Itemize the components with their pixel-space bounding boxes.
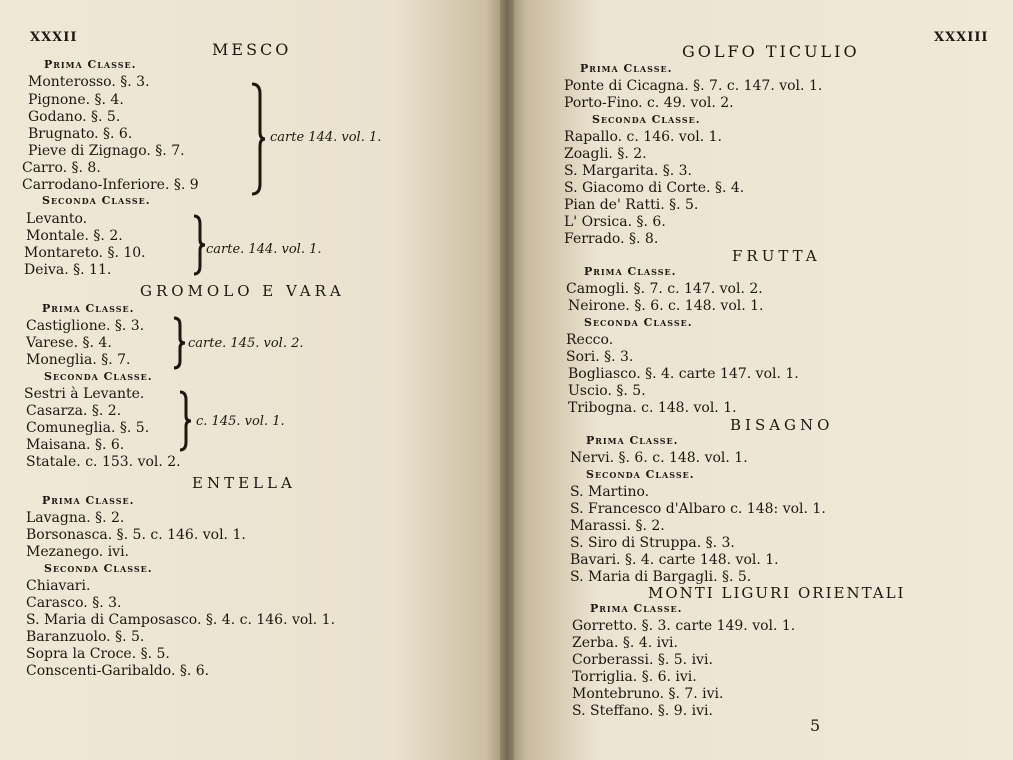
list-item: Carasco. §. 3. bbox=[26, 595, 122, 611]
list-item: S. Martino. bbox=[570, 484, 650, 500]
list-item: Mezanego. ivi. bbox=[26, 544, 130, 560]
list-item: Ponte di Cicagna. §. 7. c. 147. vol. 1. bbox=[564, 78, 823, 94]
class-heading: Prima Classe. bbox=[586, 434, 679, 447]
list-item: Torriglia. §. 6. ivi. bbox=[572, 669, 697, 685]
class-heading: Prima Classe. bbox=[584, 265, 677, 278]
list-item: Bavari. §. 4. carte 148. vol. 1. bbox=[570, 552, 779, 568]
list-item: Lavagna. §. 2. bbox=[26, 510, 125, 526]
list-item: Conscenti-Garibaldo. §. 6. bbox=[26, 663, 210, 679]
list-item: Recco. bbox=[566, 332, 614, 348]
left-page bbox=[0, 0, 506, 760]
section-title: FRUTTA bbox=[732, 247, 821, 265]
section-title: MONTI LIGURI ORIENTALI bbox=[648, 584, 906, 602]
list-item: Carro. §. 8. bbox=[22, 160, 101, 176]
list-item: S. Margarita. §. 3. bbox=[564, 163, 692, 179]
list-item: Chiavari. bbox=[26, 578, 91, 594]
list-item: Brugnato. §. 6. bbox=[28, 126, 133, 142]
list-item: Godano. §. 5. bbox=[28, 109, 121, 125]
class-heading: Prima Classe. bbox=[42, 302, 135, 315]
list-item: Marassi. §. 2. bbox=[570, 518, 665, 534]
list-item: Baranzuolo. §. 5. bbox=[26, 629, 145, 645]
list-item: Levanto. bbox=[26, 211, 88, 227]
brace bbox=[172, 316, 186, 370]
class-heading: Seconda Classe. bbox=[592, 113, 701, 126]
list-item: Corberassi. §. 5. ivi. bbox=[572, 652, 713, 668]
list-item: Montareto. §. 10. bbox=[24, 245, 146, 261]
list-item: Neirone. §. 6. c. 148. vol. 1. bbox=[568, 298, 764, 314]
list-item: S. Francesco d'Albaro c. 148: vol. 1. bbox=[570, 501, 826, 517]
brace bbox=[178, 390, 192, 452]
list-item: Ferrado. §. 8. bbox=[564, 231, 659, 247]
list-item: Pignone. §. 4. bbox=[28, 92, 124, 108]
page-reference: carte 144. vol. 1. bbox=[270, 130, 382, 145]
right-page bbox=[506, 0, 1013, 760]
list-item: Tribogna. c. 148. vol. 1. bbox=[568, 400, 737, 416]
list-item: S. Maria di Bargagli. §. 5. bbox=[570, 569, 752, 585]
class-heading: Seconda Classe. bbox=[42, 194, 151, 207]
folio-mark: 5 bbox=[810, 716, 821, 735]
section-title: GROMOLO E VARA bbox=[140, 282, 345, 300]
list-item: Rapallo. c. 146. vol. 1. bbox=[564, 129, 722, 145]
class-heading: Seconda Classe. bbox=[44, 562, 153, 575]
list-item: Gorretto. §. 3. carte 149. vol. 1. bbox=[572, 618, 796, 634]
class-heading: Prima Classe. bbox=[580, 62, 673, 75]
page-number: XXXII bbox=[30, 30, 78, 45]
list-item: Moneglia. §. 7. bbox=[26, 352, 131, 368]
page-reference: carte. 145. vol. 2. bbox=[188, 336, 304, 351]
page-reference: c. 145. vol. 1. bbox=[196, 414, 285, 429]
list-item: Castiglione. §. 3. bbox=[26, 318, 145, 334]
list-item: S. Giacomo di Corte. §. 4. bbox=[564, 180, 745, 196]
list-item: Bogliasco. §. 4. carte 147. vol. 1. bbox=[568, 366, 799, 382]
class-heading: Seconda Classe. bbox=[586, 468, 695, 481]
list-item: Montebruno. §. 7. ivi. bbox=[572, 686, 724, 702]
list-item: S. Steffano. §. 9. ivi. bbox=[572, 703, 713, 719]
list-item: L' Orsica. §. 6. bbox=[564, 214, 666, 230]
list-item: Sori. §. 3. bbox=[566, 349, 634, 365]
list-item: S. Siro di Struppa. §. 3. bbox=[570, 535, 735, 551]
list-item: Zoagli. §. 2. bbox=[564, 146, 647, 162]
list-item: Statale. c. 153. vol. 2. bbox=[26, 454, 181, 470]
list-item: Maisana. §. 6. bbox=[26, 437, 125, 453]
list-item: Deiva. §. 11. bbox=[24, 262, 112, 278]
list-item: Nervi. §. 6. c. 148. vol. 1. bbox=[570, 450, 748, 466]
page-reference: carte. 144. vol. 1. bbox=[206, 242, 322, 257]
brace bbox=[192, 214, 206, 276]
section-title: ENTELLA bbox=[192, 474, 296, 492]
page-number: XXXIII bbox=[934, 30, 989, 45]
section-title: BISAGNO bbox=[730, 416, 834, 434]
list-item: Montale. §. 2. bbox=[26, 228, 123, 244]
section-title: GOLFO TICULIO bbox=[682, 42, 860, 61]
list-item: S. Maria di Camposasco. §. 4. c. 146. vol. 1. bbox=[26, 612, 336, 628]
list-item: Comuneglia. §. 5. bbox=[26, 420, 150, 436]
brace bbox=[250, 82, 266, 196]
list-item: Carrodano-Inferiore. §. 9 bbox=[22, 177, 199, 193]
list-item: Pian de' Ratti. §. 5. bbox=[564, 197, 699, 213]
list-item: Sestri à Levante. bbox=[24, 386, 145, 402]
class-heading: Prima Classe. bbox=[44, 58, 137, 71]
list-item: Camogli. §. 7. c. 147. vol. 2. bbox=[566, 281, 763, 297]
list-item: Monterosso. §. 3. bbox=[28, 74, 150, 90]
list-item: Porto-Fino. c. 49. vol. 2. bbox=[564, 95, 734, 111]
list-item: Borsonasca. §. 5. c. 146. vol. 1. bbox=[26, 527, 246, 543]
book-gutter bbox=[500, 0, 514, 760]
class-heading: Prima Classe. bbox=[42, 494, 135, 507]
class-heading: Prima Classe. bbox=[590, 602, 683, 615]
list-item: Uscio. §. 5. bbox=[568, 383, 646, 399]
list-item: Casarza. §. 2. bbox=[26, 403, 122, 419]
list-item: Sopra la Croce. §. 5. bbox=[26, 646, 170, 662]
class-heading: Seconda Classe. bbox=[584, 316, 693, 329]
list-item: Pieve di Zignago. §. 7. bbox=[28, 143, 185, 159]
list-item: Varese. §. 4. bbox=[26, 335, 112, 351]
page-title: MESCO bbox=[212, 40, 292, 59]
class-heading: Seconda Classe. bbox=[44, 370, 153, 383]
list-item: Zerba. §. 4. ivi. bbox=[572, 635, 678, 651]
